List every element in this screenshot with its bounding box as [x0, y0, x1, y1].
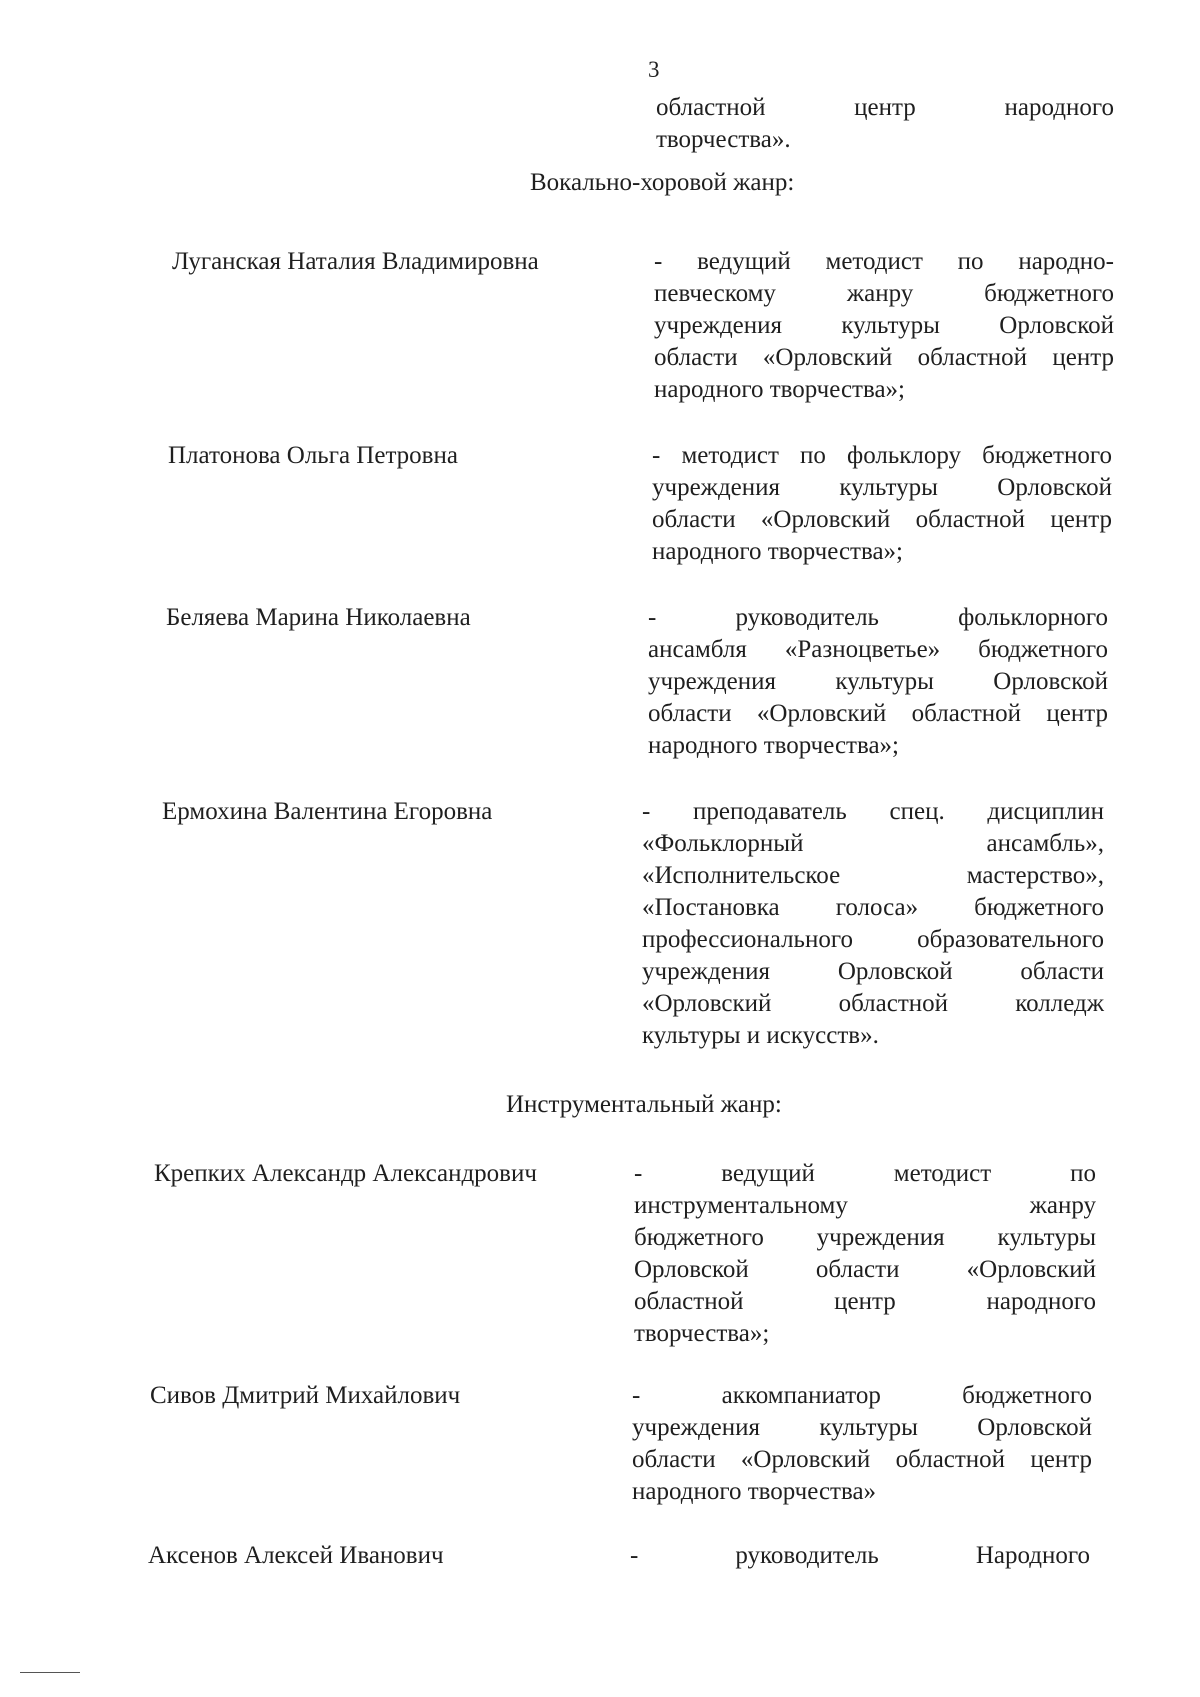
text-line: области «Орловский областной центр — [654, 344, 1114, 371]
member-name: Крепких Александр Александрович — [154, 1160, 537, 1187]
member-name: Аксенов Алексей Иванович — [148, 1542, 444, 1569]
text-line: учреждения Орловской области — [642, 958, 1104, 985]
text-line: - преподаватель спец. дисциплин — [642, 798, 1104, 825]
text-line: ансамбля «Разноцветье» бюджетного — [648, 636, 1108, 663]
text-line: - методист по фольклору бюджетного — [652, 442, 1112, 469]
page-corner-rule — [20, 1672, 80, 1673]
member-description — [648, 602, 1108, 762]
member-name: Луганская Наталия Владимировна — [172, 248, 539, 275]
text-line: - руководитель фольклорного — [648, 604, 1108, 631]
member-description — [642, 796, 1104, 1052]
text-line: области «Орловский областной центр — [648, 700, 1108, 727]
page-number: 3 — [648, 57, 660, 82]
text-line: певческому жанру бюджетного — [654, 280, 1114, 307]
text-line: народного творчества»; — [652, 538, 904, 565]
text-line: народного творчества»; — [648, 732, 900, 759]
text-line: культуры и искусств». — [642, 1022, 879, 1049]
section-heading-vocal-choral: Вокально-хоровой жанр: — [530, 169, 795, 196]
member-name: Беляева Марина Николаевна — [166, 604, 471, 631]
text-line: профессионального образовательного — [642, 926, 1104, 953]
text-line: области «Орловский областной центр — [632, 1446, 1092, 1473]
member-description — [652, 440, 1112, 568]
text-line: - руководитель Народного — [630, 1542, 1090, 1569]
text-line: учреждения культуры Орловской — [648, 668, 1108, 695]
text-line: творчества». — [656, 126, 791, 153]
member-description — [630, 1540, 1090, 1572]
continued-description — [656, 92, 1114, 156]
text-line: областной центр народного — [634, 1288, 1096, 1315]
text-line: народного творчества» — [632, 1478, 877, 1505]
text-line: «Орловский областной колледж — [642, 990, 1104, 1017]
text-line: - ведущий методист по народно- — [654, 248, 1114, 275]
member-name: Ермохина Валентина Егоровна — [162, 798, 493, 825]
text-line: бюджетного учреждения культуры — [634, 1224, 1096, 1251]
text-line: учреждения культуры Орловской — [632, 1414, 1092, 1441]
text-line: учреждения культуры Орловской — [654, 312, 1114, 339]
text-line: Орловской области «Орловский — [634, 1256, 1096, 1283]
text-line: «Постановка голоса» бюджетного — [642, 894, 1104, 921]
text-line: народного творчества»; — [654, 376, 906, 403]
text-line: областной центр народного — [656, 94, 1114, 121]
text-line: области «Орловский областной центр — [652, 506, 1112, 533]
text-line: учреждения культуры Орловской — [652, 474, 1112, 501]
text-line: «Исполнительское мастерство», — [642, 862, 1104, 889]
member-description — [632, 1380, 1092, 1508]
text-line: «Фольклорный ансамбль», — [642, 830, 1104, 857]
text-line: - ведущий методист по — [634, 1160, 1096, 1187]
text-line: инструментальному жанру — [634, 1192, 1096, 1219]
section-heading-instrumental: Инструментальный жанр: — [506, 1091, 782, 1118]
member-name: Сивов Дмитрий Михайлович — [150, 1382, 461, 1409]
text-line: - аккомпаниатор бюджетного — [632, 1382, 1092, 1409]
member-name: Платонова Ольга Петровна — [168, 442, 458, 469]
member-description — [634, 1158, 1096, 1350]
text-line: творчества»; — [634, 1320, 770, 1347]
member-description — [654, 246, 1114, 406]
